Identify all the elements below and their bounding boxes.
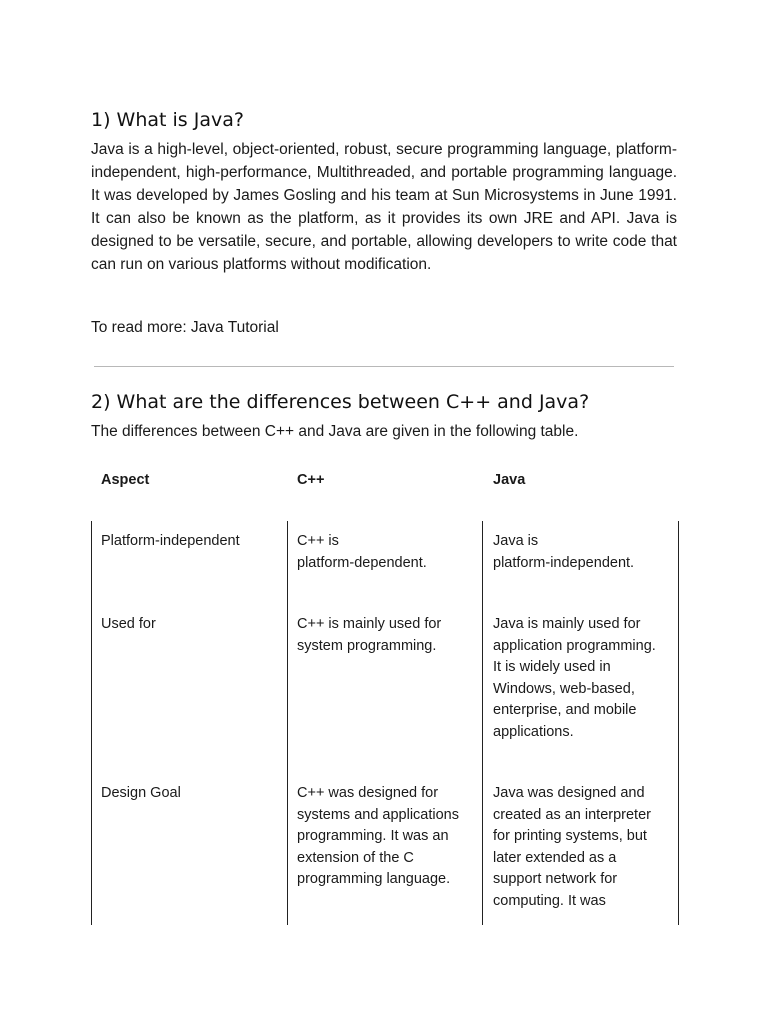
table-cell-java: Java is mainly used for application programming. It is widely used in Windows, web-based, enterprise, and mobile applications. — [493, 616, 656, 740]
table-header-java: Java — [493, 472, 526, 488]
table-cell-cpp: C++ is platform-dependent. — [297, 533, 427, 571]
table-header-aspect: Aspect — [101, 472, 150, 488]
table-column-divider — [287, 521, 288, 925]
table-cell-cpp: C++ was designed for systems and applications programming. It was an extension of the C programming language. — [297, 785, 459, 888]
table-cell-aspect: Used for — [101, 616, 156, 632]
table-cell-java: Java was designed and created as an interpreter for printing systems, but later extended as a support network for computing. It was — [493, 785, 651, 909]
table-cell-aspect: Platform-independent — [101, 533, 240, 549]
section-2-heading: 2) What are the differences between C++ and Java? — [91, 391, 590, 413]
what-is-java-paragraph: Java is a high-level, object-oriented, robust, secure programming language, platform-independent, high-performance, Multithreaded, and portable programming language. It was developed by James Gosling and his team at Sun Microsystems in June 1991. It can also be known as the platform, as it provides its own JRE and API. Java is designed to be versatile, secure, and portable, allowing developers to write code that can run on various platforms without modification. — [91, 141, 677, 273]
read-more-link[interactable]: To read more: Java Tutorial — [91, 319, 279, 336]
table-cell-java: Java is platform-independent. — [493, 533, 635, 571]
table-cell-aspect: Design Goal — [101, 785, 181, 801]
table-header-cpp: C++ — [297, 472, 325, 488]
table-cell-cpp: C++ is mainly used for system programming. — [297, 616, 442, 654]
table-border-left — [91, 521, 92, 925]
section-divider — [94, 366, 674, 367]
table-border-right — [678, 521, 679, 925]
section-1-heading: 1) What is Java? — [91, 109, 244, 131]
table-column-divider — [482, 521, 483, 925]
differences-intro: The differences between C++ and Java are given in the following table. — [91, 423, 579, 440]
